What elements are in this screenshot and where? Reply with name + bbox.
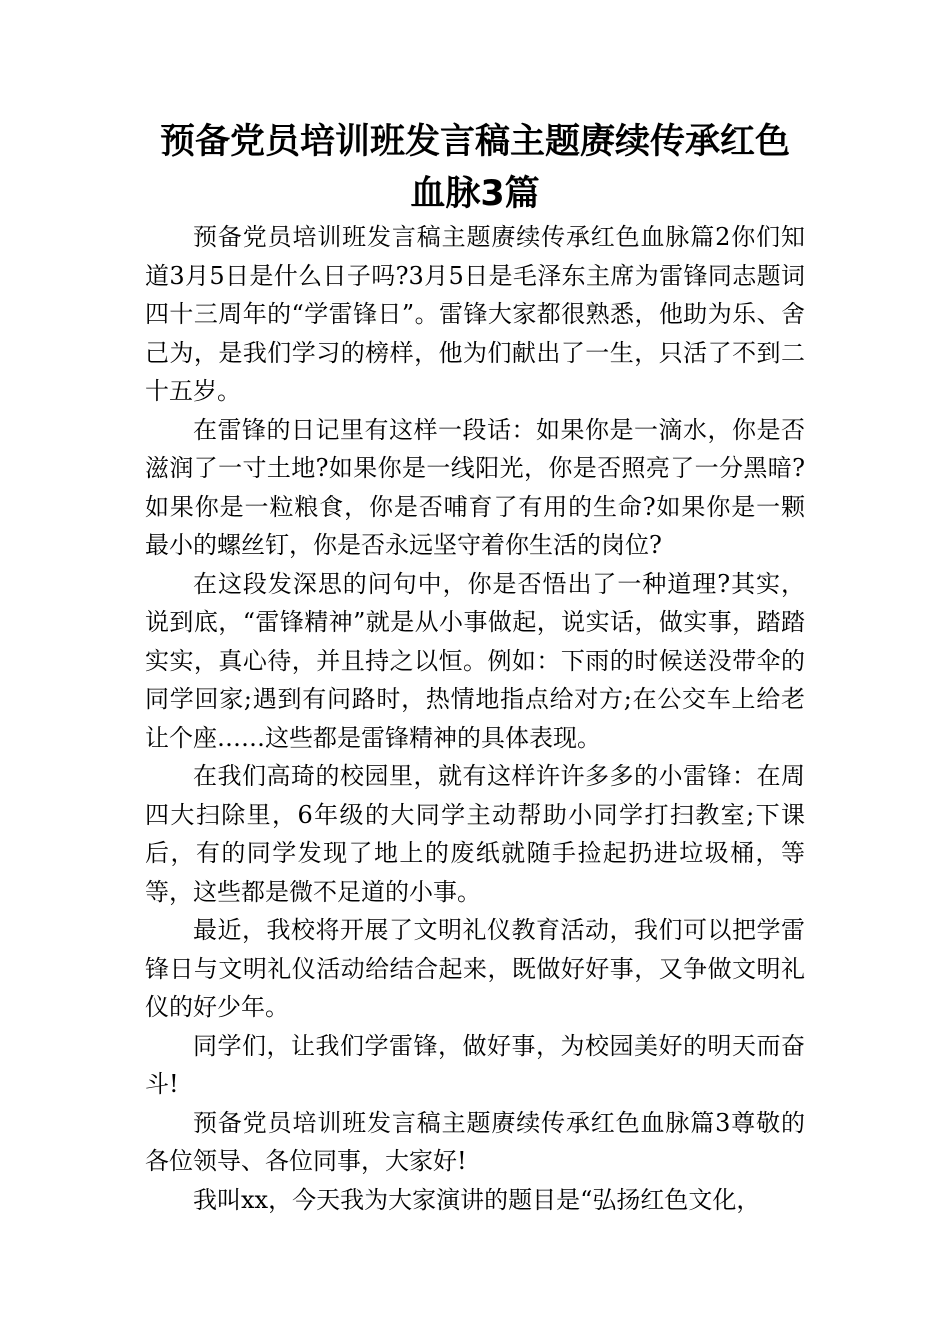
document-body — [145, 218, 805, 1219]
paragraph: 在我们高琦的校园里，就有这样许许多多的小雷锋：在周四大扫除里，6年级的大同学主动帮助小同学打扫教室;下课后，有的同学发现了地上的废纸就随手捡起扔进垃圾桶，等等，这些都是微不足道的小事。 — [145, 762, 805, 906]
paragraph: 在雷锋的日记里有这样一段话：如果你是一滴水，你是否滋润了一寸土地?如果你是一线阳光，你是否照亮了一分黑暗?如果你是一粒粮食，你是否哺育了有用的生命?如果你是一颗最小的螺丝钉，你是否永远坚守着你生活的岗位? — [145, 415, 805, 559]
paragraph: 预备党员培训班发言稿主题赓续传承红色血脉篇2你们知道3月5日是什么日子吗?3月5日是毛泽东主席为雷锋同志题词四十三周年的“学雷锋日”。雷锋大家都很熟悉，他助为乐、舍己为，是我们学习的榜样，他为们献出了一生，只活了不到二十五岁。 — [145, 223, 805, 405]
paragraph: 同学们，让我们学雷锋，做好事，为校园美好的明天而奋斗! — [145, 1031, 805, 1098]
paragraph: 预备党员培训班发言稿主题赓续传承红色血脉篇3尊敬的各位领导、各位同事，大家好! — [145, 1108, 805, 1175]
paragraph: 我叫xx，今天我为大家演讲的题目是“弘扬红色文化， — [193, 1185, 761, 1214]
paragraph: 最近，我校将开展了文明礼仪教育活动，我们可以把学雷锋日与文明礼仪活动给结合起来，既做好好事，又争做文明礼仪的好少年。 — [145, 916, 805, 1021]
paragraph: 在这段发深思的问句中，你是否悟出了一种道理?其实，说到底，“雷锋精神”就是从小事做起，说实话，做实事，踏踏实实，真心待，并且持之以恒。例如：下雨的时候送没带伞的同学回家;遇到有问路时，热情地指点给对方;在公交车上给老让个座……这些都是雷锋精神的具体表现。 — [145, 569, 805, 752]
document-title: 预备党员培训班发言稿主题赓续传承红色血脉3篇 — [159, 122, 790, 214]
